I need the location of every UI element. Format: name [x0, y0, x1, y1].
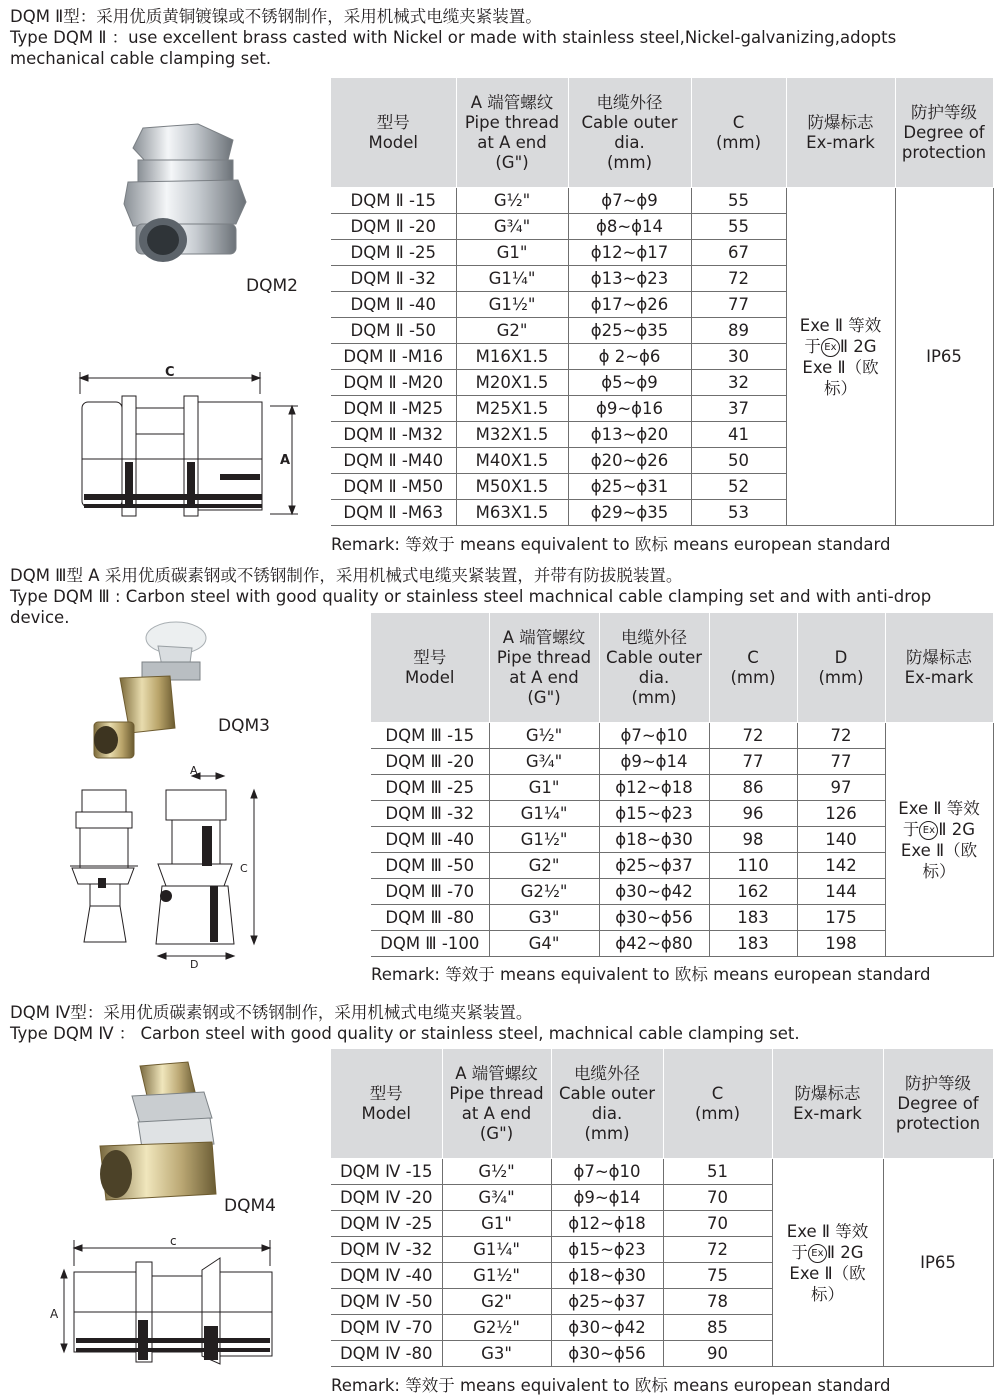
ip-rating-cell: IP65	[895, 188, 993, 526]
column-header-line: Model	[361, 1103, 412, 1123]
table-cell: ϕ9~ϕ14	[599, 749, 709, 775]
table-cell: DQM Ⅱ -15	[331, 188, 456, 214]
column-header-line: at A end	[461, 1103, 532, 1123]
table-cell: ϕ18~ϕ30	[551, 1263, 663, 1289]
table-cell: 77	[797, 749, 885, 775]
table-cell: G1¼"	[489, 801, 599, 827]
dqm4-label: DQM4	[224, 1196, 276, 1216]
dqm4-drawing	[44, 1230, 284, 1380]
table-cell: 72	[797, 723, 885, 749]
table-cell: ϕ5~ϕ9	[568, 370, 691, 396]
table-cell: M63X1.5	[456, 500, 568, 526]
exmark-cell	[772, 1159, 883, 1367]
table-cell: ϕ13~ϕ20	[568, 422, 691, 448]
dqm3-photo	[80, 618, 220, 768]
dqm3-remark: Remark: 等效于 means equivalent to 欧标 means european standard	[371, 965, 931, 984]
table-cell: 77	[709, 749, 797, 775]
table-cell: DQM Ⅳ -32	[331, 1237, 442, 1263]
column-header	[599, 613, 709, 723]
table-cell: DQM Ⅱ -25	[331, 240, 456, 266]
column-header-line: Ex-mark	[806, 132, 875, 152]
column-header	[772, 1049, 883, 1159]
column-header	[331, 1049, 442, 1159]
table-cell: DQM Ⅲ -32	[371, 801, 489, 827]
column-header-line: A 端管螺纹	[502, 627, 586, 647]
dqm3-table	[371, 612, 994, 957]
table-cell: 37	[691, 396, 786, 422]
table-cell: G4"	[489, 931, 599, 957]
table-cell: DQM Ⅲ -80	[371, 905, 489, 931]
column-header-line: Model	[404, 667, 455, 687]
column-header-line: at A end	[477, 132, 547, 152]
table-cell: ϕ30~ϕ56	[599, 905, 709, 931]
column-header-line: (G")	[479, 1123, 514, 1143]
table-cell: DQM Ⅳ -50	[331, 1289, 442, 1315]
dqm2-remark: Remark: 等效于 means equivalent to 欧标 means european standard	[331, 535, 891, 554]
column-header-line: protection	[901, 142, 987, 162]
table-cell: DQM Ⅱ -50	[331, 318, 456, 344]
table-row	[371, 723, 993, 749]
exmark-line: Exe Ⅱ（欧	[802, 357, 879, 377]
dqm4-dim-a: A	[50, 1307, 59, 1321]
table-cell: DQM Ⅳ -80	[331, 1341, 442, 1367]
table-cell: 175	[797, 905, 885, 931]
column-header-line: dia.	[638, 667, 670, 687]
table-cell: 52	[691, 474, 786, 500]
dqm2-intro-en: Type DQM Ⅱ ：use excellent brass casted with Nickel or made with stainless steel,Nickel-galvanizing,adopts mechanical cable clamping set.	[10, 28, 897, 68]
table-cell: ϕ12~ϕ18	[551, 1211, 663, 1237]
table-row	[331, 188, 993, 214]
table-cell: 90	[663, 1341, 772, 1367]
table-cell: DQM Ⅳ -70	[331, 1315, 442, 1341]
table-cell: M32X1.5	[456, 422, 568, 448]
column-header-line: (G")	[495, 152, 529, 172]
table-cell: 96	[709, 801, 797, 827]
exmark-line: Exe Ⅱ 等效	[799, 315, 882, 335]
table-cell: M25X1.5	[456, 396, 568, 422]
table-cell: 51	[663, 1159, 772, 1185]
table-cell: 126	[797, 801, 885, 827]
table-cell: DQM Ⅱ -M40	[331, 448, 456, 474]
table-cell: 110	[709, 853, 797, 879]
column-header	[883, 1049, 993, 1159]
exmark-line	[773, 1242, 883, 1263]
exmark-line: 标）	[811, 1284, 844, 1304]
table-cell: DQM Ⅳ -15	[331, 1159, 442, 1185]
table-cell: 140	[797, 827, 885, 853]
table-cell: G3"	[489, 905, 599, 931]
table-cell: G1"	[456, 240, 568, 266]
table-cell: G1"	[489, 775, 599, 801]
table-cell: DQM Ⅲ -100	[371, 931, 489, 957]
table-cell: G2"	[442, 1289, 551, 1315]
dqm4-photo	[88, 1056, 228, 1206]
dqm2-label: DQM2	[246, 276, 298, 296]
dqm3-intro-en: Type DQM Ⅲ : Carbon steel with good quality or stainless steel machnical cable clamping set and with anti-drop device.	[10, 587, 932, 627]
table-cell: 30	[691, 344, 786, 370]
column-header-line: (mm)	[631, 687, 677, 707]
table-cell: M20X1.5	[456, 370, 568, 396]
table-cell: 72	[709, 723, 797, 749]
table-cell: 78	[663, 1289, 772, 1315]
table-cell: 70	[663, 1211, 772, 1237]
dqm2-table	[331, 77, 994, 526]
column-header	[663, 1049, 772, 1159]
exmark-text: Ⅱ 2G	[938, 819, 976, 839]
table-cell: G½"	[456, 188, 568, 214]
table-cell: 77	[691, 292, 786, 318]
column-header-line: Ex-mark	[793, 1103, 862, 1123]
table-cell: ϕ18~ϕ30	[599, 827, 709, 853]
column-header-line: Pipe thread	[464, 112, 560, 132]
ex-symbol-icon: Ex	[919, 821, 938, 840]
column-header-line: (mm)	[715, 132, 762, 152]
table-cell: 85	[663, 1315, 772, 1341]
table-cell: 67	[691, 240, 786, 266]
table-cell: M50X1.5	[456, 474, 568, 500]
table-cell: 89	[691, 318, 786, 344]
table-cell: M40X1.5	[456, 448, 568, 474]
table-cell: ϕ30~ϕ42	[599, 879, 709, 905]
table-cell: DQM Ⅲ -50	[371, 853, 489, 879]
column-header	[371, 613, 489, 723]
column-header-line: 防爆标志	[807, 112, 874, 132]
exmark-line: 标）	[922, 861, 956, 881]
exmark-text: 于	[804, 336, 821, 356]
table-cell: 41	[691, 422, 786, 448]
dqm2-intro	[10, 6, 995, 69]
table-cell: 144	[797, 879, 885, 905]
column-header-line: 防护等级	[905, 1073, 971, 1093]
table-cell: 86	[709, 775, 797, 801]
table-cell: DQM Ⅱ -40	[331, 292, 456, 318]
table-cell: ϕ 2~ϕ6	[568, 344, 691, 370]
ex-symbol-icon: Ex	[808, 1244, 827, 1263]
column-header	[568, 78, 691, 188]
exmark-line	[886, 819, 993, 840]
table-cell: ϕ7~ϕ9	[568, 188, 691, 214]
table-cell: DQM Ⅲ -25	[371, 775, 489, 801]
dqm2-photo	[88, 120, 258, 275]
table-cell: ϕ13~ϕ23	[568, 266, 691, 292]
table-cell: ϕ15~ϕ23	[551, 1237, 663, 1263]
table-cell: DQM Ⅱ -M16	[331, 344, 456, 370]
table-cell: G1½"	[456, 292, 568, 318]
dqm2-dim-a: A	[280, 453, 291, 468]
column-header-line: Model	[368, 132, 419, 152]
table-cell: DQM Ⅲ -20	[371, 749, 489, 775]
table-cell: ϕ20~ϕ26	[568, 448, 691, 474]
dqm4-remark: Remark: 等效于 means equivalent to 欧标 means european standard	[331, 1376, 891, 1395]
dqm3-dim-c: C	[240, 862, 248, 875]
table-cell: ϕ25~ϕ37	[551, 1289, 663, 1315]
dqm2-intro-cn: DQM Ⅱ型：采用优质黄铜镀镍或不锈钢制作，采用机械式电缆夹紧装置。	[10, 7, 542, 26]
column-header	[456, 78, 568, 188]
table-cell: 98	[709, 827, 797, 853]
column-header-line: C	[747, 647, 759, 667]
table-cell: ϕ25~ϕ35	[568, 318, 691, 344]
column-header-line: 防爆标志	[906, 647, 972, 667]
dqm4-intro	[10, 1002, 800, 1044]
exmark-line: 标）	[824, 378, 857, 398]
table-cell: M16X1.5	[456, 344, 568, 370]
column-header	[551, 1049, 663, 1159]
table-cell: DQM Ⅲ -40	[371, 827, 489, 853]
column-header-line: 型号	[413, 647, 447, 667]
table-cell: ϕ7~ϕ10	[599, 723, 709, 749]
table-cell: G1½"	[442, 1263, 551, 1289]
dqm3-label: DQM3	[218, 716, 270, 736]
dqm4-intro-cn: DQM Ⅳ型：采用优质碳素钢或不锈钢制作，采用机械式电缆夹紧装置。	[10, 1003, 533, 1022]
exmark-cell	[786, 188, 895, 526]
exmark-text: Ⅱ 2G	[839, 336, 877, 356]
table-cell: DQM Ⅳ -20	[331, 1185, 442, 1211]
column-header-line: Cable outer	[581, 112, 678, 132]
table-cell: DQM Ⅱ -M20	[331, 370, 456, 396]
table-cell: 183	[709, 905, 797, 931]
column-header-line: (mm)	[606, 152, 653, 172]
table-cell: DQM Ⅲ -15	[371, 723, 489, 749]
column-header-line: at A end	[509, 667, 579, 687]
column-header-line: Cable outer	[605, 647, 703, 667]
table-cell: 162	[709, 879, 797, 905]
table-cell: ϕ7~ϕ10	[551, 1159, 663, 1185]
table-cell: G2½"	[442, 1315, 551, 1341]
dqm3-dim-d: D	[190, 958, 199, 971]
table-cell: ϕ30~ϕ56	[551, 1341, 663, 1367]
column-header	[489, 613, 599, 723]
table-cell: 55	[691, 188, 786, 214]
column-header	[895, 78, 993, 188]
table-cell: DQM Ⅱ -M32	[331, 422, 456, 448]
column-header-line: 电缆外径	[574, 1063, 640, 1083]
column-header-line: Cable outer	[558, 1083, 656, 1103]
table-cell: 142	[797, 853, 885, 879]
column-header	[797, 613, 885, 723]
exmark-text: 于	[902, 819, 920, 839]
column-header-line: 电缆外径	[621, 627, 687, 647]
column-header	[331, 78, 456, 188]
dqm4-intro-en: Type DQM Ⅳ ： Carbon steel with good quality or stainless steel, machnical cable clamping set.	[10, 1024, 800, 1043]
column-header-line: (mm)	[818, 667, 864, 687]
table-cell: 50	[691, 448, 786, 474]
column-header-line: Degree of	[897, 1093, 979, 1113]
table-header-row	[331, 78, 993, 188]
table-cell: ϕ42~ϕ80	[599, 931, 709, 957]
table-cell: DQM Ⅱ -M63	[331, 500, 456, 526]
column-header-line: D	[834, 647, 848, 667]
column-header-line: dia.	[614, 132, 645, 152]
column-header-line: (mm)	[584, 1123, 630, 1143]
table-cell: G¾"	[442, 1185, 551, 1211]
column-header-line: (mm)	[694, 1103, 741, 1123]
dqm2-dim-c: C	[165, 365, 175, 380]
table-cell: DQM Ⅱ -20	[331, 214, 456, 240]
table-cell: G3"	[442, 1341, 551, 1367]
table-cell: 72	[663, 1237, 772, 1263]
table-cell: 75	[663, 1263, 772, 1289]
column-header-line: Ex-mark	[904, 667, 974, 687]
exmark-text: 于	[791, 1242, 808, 1262]
table-cell: 32	[691, 370, 786, 396]
dqm3-intro-cn: DQM Ⅲ型 A 采用优质碳素钢或不锈钢制作，采用机械式电缆夹紧装置，并带有防拔脱装置。	[10, 566, 683, 585]
dqm4-dim-c: c	[170, 1234, 177, 1248]
exmark-line	[787, 336, 895, 357]
column-header-line: protection	[895, 1113, 981, 1133]
table-cell: G2"	[456, 318, 568, 344]
dqm2-drawing	[70, 364, 310, 534]
table-cell: 198	[797, 931, 885, 957]
table-cell: ϕ8~ϕ14	[568, 214, 691, 240]
table-cell: 55	[691, 214, 786, 240]
exmark-line: Exe Ⅱ（欧	[789, 1263, 866, 1283]
table-cell: ϕ12~ϕ18	[599, 775, 709, 801]
table-header-row	[371, 613, 993, 723]
column-header-line: Pipe thread	[449, 1083, 544, 1103]
column-header-line: 防护等级	[911, 102, 977, 122]
column-header-line: A 端管螺纹	[455, 1063, 538, 1083]
exmark-text: Ⅱ 2G	[826, 1242, 864, 1262]
table-cell: G1¼"	[456, 266, 568, 292]
column-header-line: 型号	[369, 1083, 403, 1103]
table-row	[331, 1159, 993, 1185]
table-cell: G¾"	[456, 214, 568, 240]
table-cell: G2"	[489, 853, 599, 879]
table-cell: DQM Ⅱ -M50	[331, 474, 456, 500]
dqm4-table	[331, 1048, 994, 1367]
table-cell: G1"	[442, 1211, 551, 1237]
table-cell: DQM Ⅳ -40	[331, 1263, 442, 1289]
column-header	[786, 78, 895, 188]
table-header-row	[331, 1049, 993, 1159]
table-cell: ϕ25~ϕ31	[568, 474, 691, 500]
column-header-line: dia.	[591, 1103, 623, 1123]
table-cell: G1¼"	[442, 1237, 551, 1263]
ex-symbol-icon: Ex	[821, 338, 840, 357]
ip-rating-cell: IP65	[883, 1159, 993, 1367]
table-cell: ϕ9~ϕ14	[551, 1185, 663, 1211]
column-header-line: C	[732, 112, 745, 132]
table-cell: DQM Ⅲ -70	[371, 879, 489, 905]
column-header-line: C	[711, 1083, 724, 1103]
table-cell: ϕ29~ϕ35	[568, 500, 691, 526]
table-cell: 70	[663, 1185, 772, 1211]
table-cell: ϕ9~ϕ16	[568, 396, 691, 422]
table-cell: G½"	[442, 1159, 551, 1185]
column-header-line: Pipe thread	[496, 647, 592, 667]
table-cell: ϕ30~ϕ42	[551, 1315, 663, 1341]
column-header-line: (G")	[527, 687, 561, 707]
table-cell: DQM Ⅱ -32	[331, 266, 456, 292]
exmark-cell	[885, 723, 993, 957]
dqm3-drawing	[62, 766, 272, 976]
table-cell: DQM Ⅳ -25	[331, 1211, 442, 1237]
column-header-line: 防爆标志	[794, 1083, 861, 1103]
column-header-line: (mm)	[730, 667, 776, 687]
table-cell: 97	[797, 775, 885, 801]
column-header	[709, 613, 797, 723]
table-cell: ϕ12~ϕ17	[568, 240, 691, 266]
table-cell: 53	[691, 500, 786, 526]
table-cell: ϕ15~ϕ23	[599, 801, 709, 827]
exmark-line: Exe Ⅱ（欧	[900, 840, 978, 860]
column-header-line: Degree of	[903, 122, 985, 142]
table-cell: G¾"	[489, 749, 599, 775]
exmark-line: Exe Ⅱ 等效	[786, 1221, 869, 1241]
column-header	[885, 613, 993, 723]
column-header	[442, 1049, 551, 1159]
table-cell: 72	[691, 266, 786, 292]
column-header	[691, 78, 786, 188]
table-cell: G½"	[489, 723, 599, 749]
dqm3-dim-a: A	[190, 766, 198, 777]
column-header-line: A 端管螺纹	[470, 92, 554, 112]
table-cell: G1½"	[489, 827, 599, 853]
table-cell: ϕ25~ϕ37	[599, 853, 709, 879]
column-header-line: 型号	[376, 112, 410, 132]
table-cell: G2½"	[489, 879, 599, 905]
table-cell: 183	[709, 931, 797, 957]
exmark-line: Exe Ⅱ 等效	[898, 798, 980, 818]
table-cell: DQM Ⅱ -M25	[331, 396, 456, 422]
table-cell: ϕ17~ϕ26	[568, 292, 691, 318]
column-header-line: 电缆外径	[596, 92, 663, 112]
